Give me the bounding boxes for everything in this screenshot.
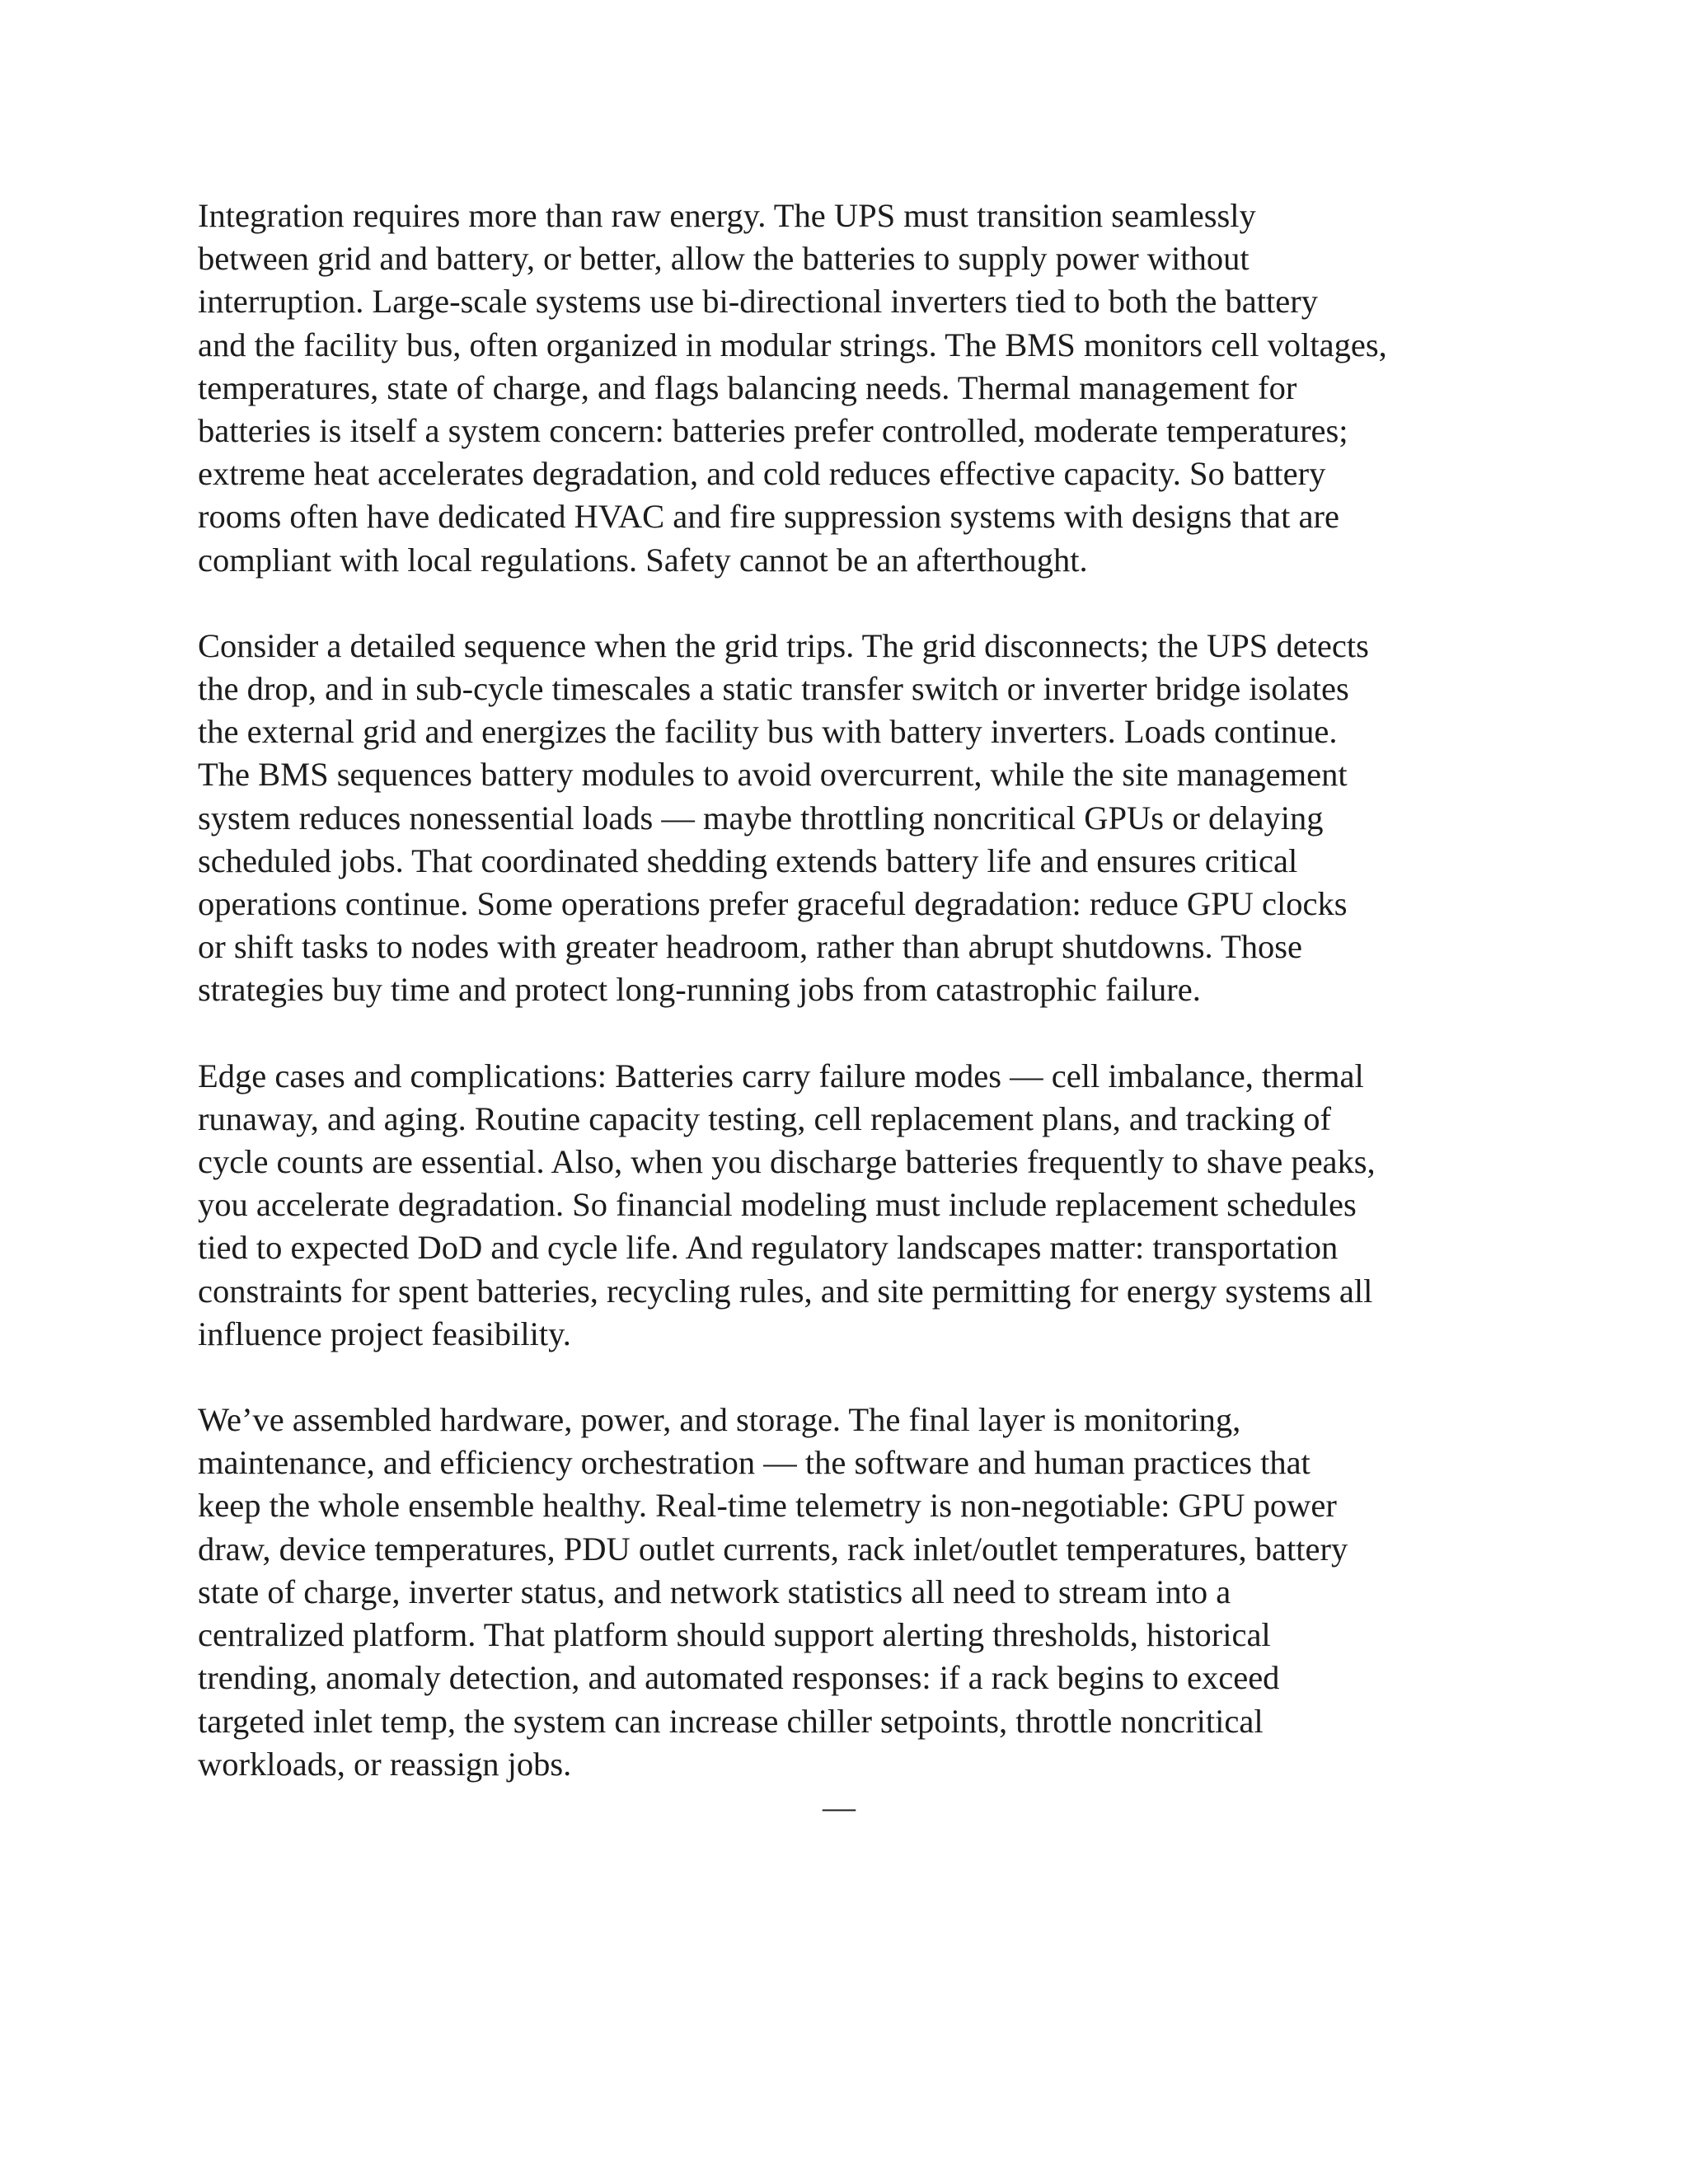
paragraph-grid-trip-sequence: Consider a detailed sequence when the grid trips. The grid disconnects; the UPS detects the drop, and in sub-cycle timescales a static transfer switch or inverter bridge isolates the external grid and energizes the facility bus with battery inverters. Loads continue. The BMS sequences battery modules to avoid overcurrent, while the site management system reduces nonessential loads — maybe throttling noncritical GPUs or delaying scheduled jobs. That coordinated shedding extends battery life and ensures critical operations continue. Some operations prefer graceful degradation: reduce GPU clocks or shift tasks to nodes with greater headroom, rather than abrupt shutdowns. Those strategies buy time and protect long-running jobs from catastrophic failure.	[198, 626, 1369, 1009]
paragraph-edge-cases: Edge cases and complications: Batteries carry failure modes — cell imbalance, thermal runaway, and aging. Routine capacity testing, cell replacement plans, and tracking of cycle counts are essential. Also, when you discharge batteries frequently to shave peaks, you accelerate degradation. So financial modeling must include replacement schedules tied to expected DoD and cycle life. And regulatory landscapes matter: transportation constraints for spent batteries, recycling rules, and site permitting for energy systems all influence project feasibility.	[198, 1057, 1376, 1352]
paragraph-monitoring: We’ve assembled hardware, power, and storage. The final layer is monitoring, maintenance, and efficiency orchestration — the software and human practices that keep the whole ensemble healthy. Real-time telemetry is non-negotiable: GPU power draw, device temperatures, PDU outlet currents, rack inlet/outlet temperatures, battery state of charge, inverter status, and network statistics all need to stream into a centralized platform. That platform should support alerting thresholds, historical trending, anomaly detection, and automated responses: if a rack begins to exceed targeted inlet temp, the system can increase chiller setpoints, throttle noncritical workloads, or reassign jobs.	[198, 1401, 1348, 1783]
page-break-marker: —	[823, 1788, 856, 1825]
document-body	[198, 194, 1500, 1786]
paragraph-ups-integration: Integration requires more than raw energy. The UPS must transition seamlessly between grid and battery, or better, allow the batteries to supply power without interruption. Large-scale systems use bi-directional inverters tied to both the battery and the facility bus, often organized in modular strings. The BMS monitors cell voltages, temperatures, state of charge, and flags balancing needs. Thermal management for batteries is itself a system concern: batteries prefer controlled, moderate temperatures; extreme heat accelerates degradation, and cold reduces effective capacity. So battery rooms often have dedicated HVAC and fire suppression systems with designs that are compliant with local regulations. Safety cannot be an afterthought.	[198, 197, 1387, 579]
